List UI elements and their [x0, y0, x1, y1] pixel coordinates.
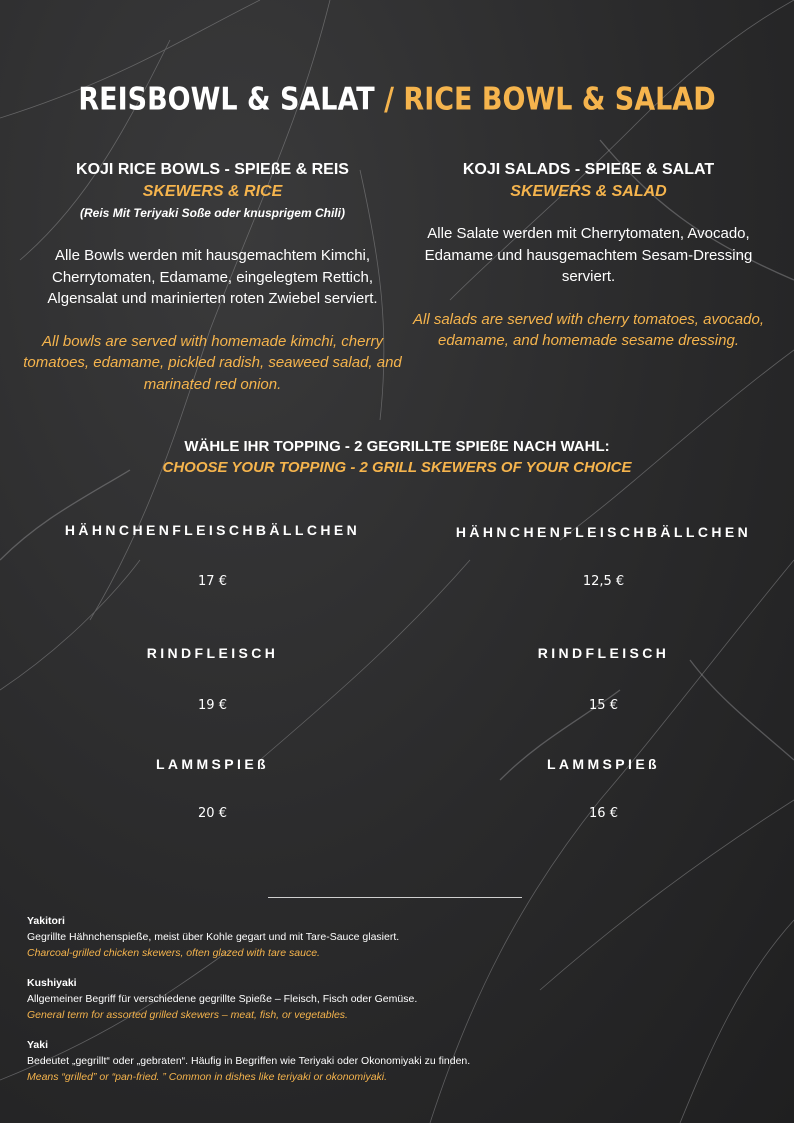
menu-item-price: 12,5 €	[582, 574, 625, 589]
menu-item-name: LAMMSPIEß	[155, 756, 270, 772]
salads-section	[405, 159, 772, 352]
divider	[268, 897, 522, 898]
salads-description-en: All salads are served with cherry tomatoes, avocado, edamame, and homemade sesame dressing.	[413, 310, 764, 349]
rice-bowls-section	[20, 159, 405, 395]
topping-heading-en: CHOOSE YOUR TOPPING - 2 GRILL SKEWERS OF YOUR CHOICE	[162, 459, 632, 476]
title-german: REISBOWL & SALAT	[78, 81, 375, 118]
glossary-term: Yakitori	[27, 915, 65, 927]
rice-bowls-note: (Reis Mit Teriyaki Soße oder knusprigem Chili)	[80, 206, 345, 220]
glossary-definition-de: Bedeutet „gegrillt“ oder „gebraten“. Häufig in Begriffen wie Teriyaki oder Okonomiyaki zu finden.	[27, 1055, 471, 1067]
rice-bowls-subheading: SKEWERS & RICE	[142, 183, 283, 200]
glossary-entry-yaki	[27, 1037, 767, 1085]
menu-item-name: RINDFLEISCH	[537, 645, 670, 661]
glossary-definition-de: Gegrillte Hähnchenspieße, meist über Kohle gegart und mit Tare-Sauce glasiert.	[27, 931, 400, 943]
glossary-definition-en: General term for assorted grilled skewers – meat, fish, or vegetables.	[27, 1009, 348, 1021]
rice-bowls-description-en: All bowls are served with homemade kimchi, cherry tomatoes, edamame, pickled radish, seaweed salad, and marinated red onion.	[23, 332, 402, 393]
menu-item-price: 16 €	[589, 806, 618, 821]
glossary-entry-kushiyaki	[27, 975, 767, 1023]
salads-subheading: SKEWERS & SALAD	[510, 183, 667, 200]
rice-bowls-heading: KOJI RICE BOWLS - SPIEßE & REIS	[76, 161, 349, 178]
rice-bowls-description-de: Alle Bowls werden mit hausgemachtem Kimchi, Cherrytomaten, Edamame, eingelegtem Rettich, Algensalat und marinierten roten Zwiebel serviert.	[47, 247, 378, 307]
menu-item-price: 20 €	[198, 806, 227, 821]
topping-heading	[0, 436, 794, 478]
glossary-term: Kushiyaki	[27, 977, 77, 989]
title-english: RICE BOWL & SALAD	[403, 81, 716, 118]
menu-item-name: HÄHNCHENFLEISCHBÄLLCHEN	[64, 522, 361, 538]
menu-item-price: 17 €	[198, 574, 227, 589]
glossary-entry-yakitori	[27, 913, 767, 961]
menu-item-name: HÄHNCHENFLEISCHBÄLLCHEN	[455, 524, 752, 540]
salads-heading: KOJI SALADS - SPIEßE & SALAT	[462, 161, 715, 178]
menu-item-price: 15 €	[589, 698, 618, 713]
topping-heading-de: WÄHLE IHR TOPPING - 2 GEGRILLTE SPIEßE NACH WAHL:	[184, 438, 610, 455]
glossary-definition-de: Allgemeiner Begriff für verschiedene gegrillte Spieße – Fleisch, Fisch oder Gemüse.	[27, 993, 418, 1005]
glossary-term: Yaki	[27, 1039, 49, 1051]
title-separator: /	[374, 81, 404, 118]
menu-item-price: 19 €	[198, 698, 227, 713]
menu-item-name: LAMMSPIEß	[546, 756, 661, 772]
salads-description-de: Alle Salate werden mit Cherrytomaten, Avocado, Edamame und hausgemachtem Sesam-Dressing serviert.	[424, 225, 753, 285]
glossary-definition-en: Charcoal-grilled chicken skewers, often glazed with tare sauce.	[27, 947, 320, 959]
glossary-definition-en: Means “grilled” or “pan-fried. ” Common in dishes like teriyaki or okonomiyaki.	[27, 1071, 388, 1083]
menu-item-name: RINDFLEISCH	[146, 645, 279, 661]
page-title	[0, 82, 794, 118]
